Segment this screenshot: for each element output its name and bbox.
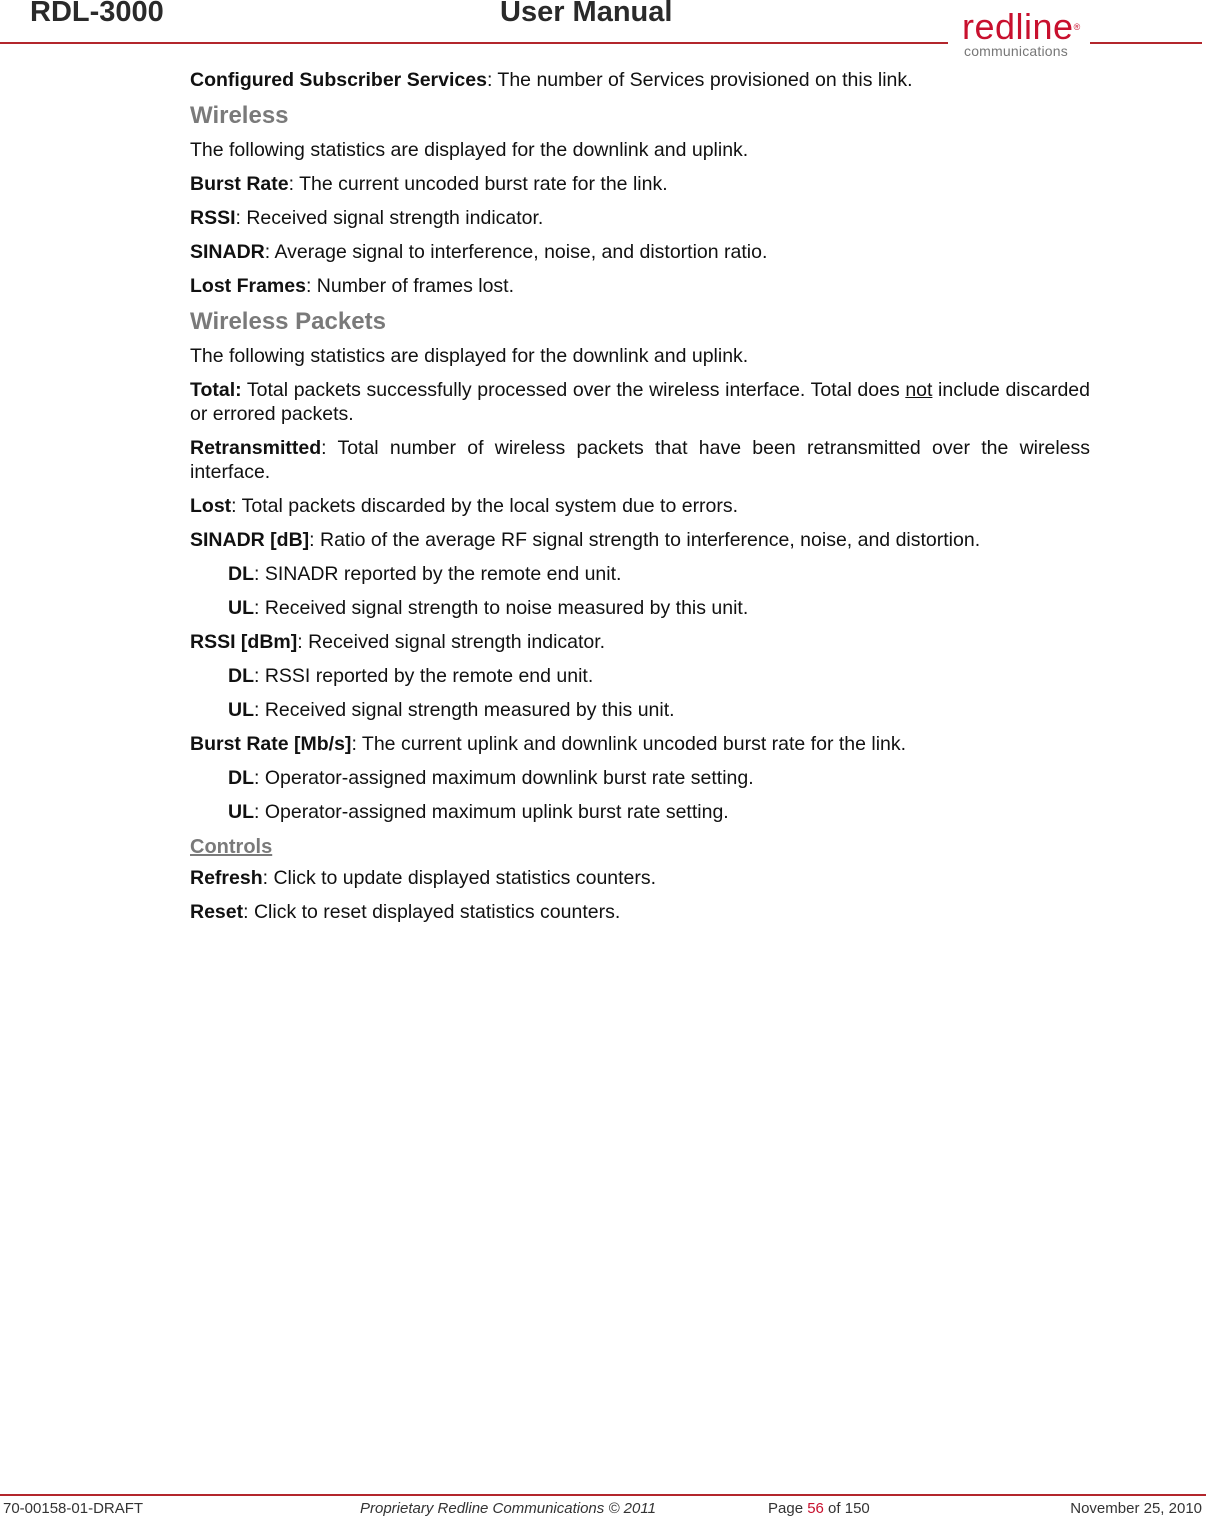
sinadr-ul-paragraph [190, 596, 1090, 620]
term: Retransmitted [190, 437, 322, 459]
term: SINADR [dB] [190, 529, 310, 551]
sinadr-db-paragraph [190, 528, 1090, 552]
reset-paragraph [190, 900, 1090, 924]
term: Reset [190, 901, 244, 923]
sinadr-dl-paragraph [190, 562, 1090, 586]
retransmitted-paragraph [190, 436, 1090, 484]
definition: : Operator-assigned maximum uplink burst rate setting. [254, 801, 729, 823]
term: Burst Rate [190, 173, 289, 195]
page-prefix: Page [768, 1500, 808, 1517]
wireless-intro: The following statistics are displayed for the downlink and uplink. [190, 139, 749, 161]
definition-cont: include discarded or errored packets. [190, 379, 1090, 425]
lost-frames-paragraph [190, 274, 1090, 298]
term: RSSI [190, 207, 236, 229]
definition: : Click to reset displayed statistics counters. [243, 901, 621, 923]
burst-rate-paragraph [190, 172, 1090, 196]
term: DL [228, 767, 254, 789]
heading-wireless: Wireless [190, 102, 289, 129]
page-content [190, 68, 1090, 934]
wireless-packets-intro: The following statistics are displayed for the downlink and uplink. [190, 345, 749, 367]
heading-wireless-packets: Wireless Packets [190, 308, 386, 335]
header-rule-right [1090, 42, 1202, 44]
burst-dl-paragraph [190, 766, 1090, 790]
configured-services-paragraph [190, 68, 1090, 92]
rssi-dl-paragraph [190, 664, 1090, 688]
page-current: 56 [807, 1500, 824, 1517]
sinadr-paragraph [190, 240, 1090, 264]
definition: : RSSI reported by the remote end unit. [254, 665, 594, 687]
header-manual-title: User Manual [500, 0, 673, 28]
definition: : Ratio of the average RF signal strength to interference, noise, and distortion. [309, 529, 981, 551]
term: UL [228, 699, 254, 721]
term: Burst Rate [Mb/s] [190, 733, 352, 755]
term: UL [228, 597, 254, 619]
logo-registered-mark: ® [1073, 22, 1081, 32]
definition: : The number of Services provisioned on this link. [486, 69, 913, 91]
term: Refresh [190, 867, 263, 889]
definition: : Received signal strength to noise measured by this unit. [254, 597, 749, 619]
page-footer [0, 1494, 1206, 1519]
rssi-dbm-paragraph [190, 630, 1090, 654]
logo-word: redline [962, 6, 1074, 47]
definition: : Total packets discarded by the local system due to errors. [231, 495, 739, 517]
definition: : Number of frames lost. [305, 275, 515, 297]
emphasis-not: not [905, 379, 933, 401]
term: Configured Subscriber Services [190, 69, 487, 91]
page-suffix: of 150 [823, 1500, 870, 1517]
rssi-ul-paragraph [190, 698, 1090, 722]
definition: : Click to update displayed statistics counters. [262, 867, 657, 889]
footer-proprietary: Proprietary Redline Communications © 2011 [360, 1500, 656, 1517]
burst-ul-paragraph [190, 800, 1090, 824]
definition: : Received signal strength indicator. [297, 631, 606, 653]
footer-date: November 25, 2010 [1070, 1500, 1202, 1517]
definition: : Operator-assigned maximum downlink burst rate setting. [254, 767, 754, 789]
definition: : The current uncoded burst rate for the link. [288, 173, 668, 195]
rssi-paragraph [190, 206, 1090, 230]
term: DL [228, 563, 254, 585]
logo-subtitle: communications [964, 43, 1068, 59]
definition: : Received signal strength indicator. [235, 207, 544, 229]
term: UL [228, 801, 254, 823]
footer-page-number [768, 1500, 870, 1517]
header-product-name: RDL-3000 [30, 0, 164, 28]
term: Lost [190, 495, 232, 517]
term: SINADR [190, 241, 265, 263]
definition: : The current uplink and downlink uncoded burst rate for the link. [351, 733, 907, 755]
term: Total: [190, 379, 242, 401]
burst-mbs-paragraph [190, 732, 1090, 756]
lost-paragraph [190, 494, 1090, 518]
term: DL [228, 665, 254, 687]
total-paragraph [190, 378, 1090, 426]
footer-doc-id: 70-00158-01-DRAFT [3, 1500, 144, 1517]
footer-rule [0, 1494, 1206, 1496]
definition: Total packets successfully processed over the wireless interface. Total does [241, 379, 906, 401]
definition: : Total number of wireless packets that have been retransmitted over the wireless interface. [190, 437, 1090, 483]
definition: : Received signal strength measured by this unit. [254, 699, 675, 721]
term: Lost Frames [190, 275, 306, 297]
header-rule-left [0, 42, 948, 44]
heading-controls: Controls [190, 836, 273, 858]
definition: : SINADR reported by the remote end unit. [254, 563, 622, 585]
term: RSSI [dBm] [190, 631, 298, 653]
redline-logo [962, 6, 1084, 62]
definition: : Average signal to interference, noise, and distortion ratio. [264, 241, 768, 263]
page-header [0, 0, 1206, 62]
refresh-paragraph [190, 866, 1090, 890]
